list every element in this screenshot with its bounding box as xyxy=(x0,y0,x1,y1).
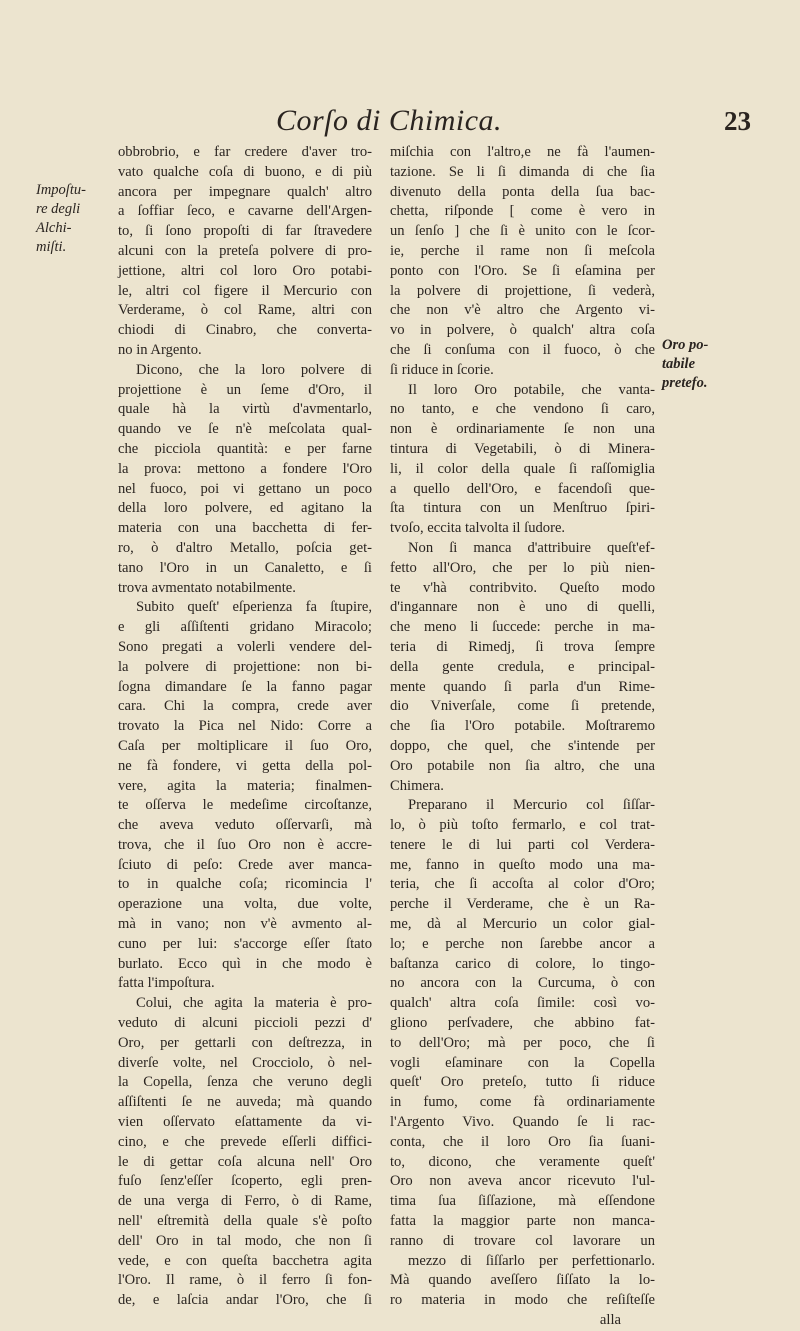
margin-note-line: Impoſtu- xyxy=(36,182,86,198)
text-line: conta, che il loro Oro ſia ſuani- xyxy=(390,1133,655,1150)
text-line: ſi riduce in ſcorie. xyxy=(390,361,494,378)
text-line: vien oſſervato eſattamente da vi- xyxy=(118,1114,372,1131)
text-line: fuſo ſenz'eſſer ſcoperto, egli pren- xyxy=(118,1173,372,1190)
text-line: chiodi di Cinabro, che converta- xyxy=(118,322,372,339)
margin-note-left xyxy=(36,181,116,257)
catchword-line xyxy=(390,1311,655,1331)
text-line: de una verga di Ferro, ò di Rame, xyxy=(118,1193,372,1210)
text-line: Dicono, che la loro polvere di xyxy=(136,361,372,378)
text-line: to dell'Oro; mà per poco, che ſi xyxy=(390,1034,655,1051)
text-line: vato qualche coſa di buono, e di più xyxy=(118,163,372,180)
text-line: tintura di Vegetabili, ò di Minera- xyxy=(390,440,655,457)
text-line: che meno li ſuccede: perche in ma- xyxy=(390,619,655,636)
text-line: ſta tintura con un Menſtruo ſpiri- xyxy=(390,500,655,517)
text-line: e gli aſſiſtenti gridano Miracolo; xyxy=(118,619,372,636)
text-line: divenuto della ponta della ſua bac- xyxy=(390,183,655,200)
text-line: de, e laſcia andar l'Oro, che ſi xyxy=(118,1292,372,1309)
text-line: alcuni con la preteſa polvere di pro- xyxy=(118,242,372,259)
text-line: vere, agita la materia; finalmen- xyxy=(118,777,372,794)
text-line: projettione è un ſeme d'Oro, il xyxy=(118,381,372,398)
text-line: to in qualche coſa; ricomincia l' xyxy=(118,876,372,893)
text-line: ponto con l'Oro. Se ſi eſamina per xyxy=(390,262,655,279)
text-line: jettione, altri col loro Oro potabi- xyxy=(118,262,372,279)
text-line: qualch' altra coſa ſimile: così vo- xyxy=(390,995,655,1012)
text-line: ranno di trovare col lavorare un xyxy=(390,1232,655,1249)
text-line: tano l'Oro in un Canaletto, e ſi xyxy=(118,559,372,576)
text-line: Mà quando aveſſero ſiſſato la lo- xyxy=(390,1272,655,1289)
text-line: doppo, che quel, che s'intende per xyxy=(390,737,655,754)
text-line: a quello dell'Oro, e facendoſi que- xyxy=(390,480,655,497)
text-line: cino, e che prevede eſſerli diffici- xyxy=(118,1133,372,1150)
text-line: che aveva veduto oſſervarſi, mà xyxy=(118,817,372,834)
text-line: to, dicono, che veramente queſt' xyxy=(390,1153,655,1170)
text-line: veduto di alcuni piccioli pezzi d' xyxy=(118,1015,372,1032)
text-line: ie, perche il rame non ſi meſcola xyxy=(390,242,655,259)
text-line: aſſiſtenti ſe ne auveda; mà quando xyxy=(118,1094,372,1111)
text-line: vo in polvere, ò qualch' altra coſa xyxy=(390,322,655,339)
text-line: fatta la maggior parte non manca- xyxy=(390,1213,655,1230)
text-line: miſchia con l'altro,e ne fà l'aumen- xyxy=(390,144,655,160)
text-line: tima ſua ſiſſazione, mà eſſendone xyxy=(390,1193,655,1210)
text-line: diverſe volte, nel Crocciolo, ò nel- xyxy=(118,1054,372,1071)
text-line: nel fuoco, poi vi gettano un poco xyxy=(118,480,372,497)
margin-note-line: pretefo. xyxy=(662,375,708,391)
text-line: a ſoffiar ſeco, e cavarne dell'Argen- xyxy=(118,203,372,220)
text-line: tenere le di lui parti col Verdera- xyxy=(390,836,655,853)
text-line: quale hà la virtù d'avmentarlo, xyxy=(118,401,372,418)
page-number: 23 xyxy=(724,106,751,136)
text-line: me, fanno in queſto modo una ma- xyxy=(390,856,655,873)
text-line: tazione. Se li ſi dimanda di che ſia xyxy=(390,163,655,180)
text-line: baſtanza carico di colore, lo tingo- xyxy=(390,955,655,972)
text-line: ro, ò d'altro Metallo, poſcia get- xyxy=(118,539,372,556)
text-line: cuno per lui: s'accorge eſſer ſtato xyxy=(118,935,372,952)
left-text-column xyxy=(118,143,372,1311)
text-line: della gente credula, e principal- xyxy=(390,658,655,675)
text-line: mezzo di ſiſſarlo per perfettionarlo. xyxy=(408,1252,655,1269)
text-line: ſogna dimandare ſe la fanno pagar xyxy=(118,678,372,695)
text-line: le, altri col figere il Mercurio con xyxy=(118,282,372,299)
text-line: la polvere di projettione, ſi vederà, xyxy=(390,282,655,299)
text-line: Preparano il Mercurio col ſiſſar- xyxy=(408,797,655,814)
text-line: quando ve ſe n'è meſcolata qual- xyxy=(118,421,372,438)
text-line: Chimera. xyxy=(390,777,444,794)
text-line: della loro polvere, ed agitano la xyxy=(118,500,372,517)
text-line: vogli eſaminare con la Copella xyxy=(390,1054,655,1071)
text-line: le di gettar coſa alcuna nell' Oro xyxy=(118,1153,372,1170)
text-line: trova, che il ſuo Oro non è accre- xyxy=(118,836,372,853)
right-text-column xyxy=(390,143,655,1331)
text-line: l'Argento Vivo. Quando ſe li rac- xyxy=(390,1114,655,1131)
text-line: teria di Rimedj, ſi trova ſempre xyxy=(390,638,655,655)
text-line: Colui, che agita la materia è pro- xyxy=(136,995,372,1012)
text-line: Sono pregati a volerli vendere del- xyxy=(118,638,372,655)
text-line: vede, e con queſta bacchetra agita xyxy=(118,1252,372,1269)
text-line: li, il color della quale ſi raſſomiglia xyxy=(390,460,655,477)
text-line: chetta, riſponde [ come è vero in xyxy=(390,203,655,220)
text-line: no ancora con la Curcuma, ò con xyxy=(390,975,655,992)
text-line: te oſſerva le medeſime circoſtanze, xyxy=(118,797,372,814)
text-line: Oro potabile non ſia altro, che una xyxy=(390,757,655,774)
text-line: cara. Chi la compra, crede aver xyxy=(118,698,372,715)
text-line: la polvere di projettione: non bi- xyxy=(118,658,372,675)
margin-note-line: Alchi- xyxy=(36,220,72,236)
text-line: tvoſo, eccita talvolta il ſudore. xyxy=(390,520,566,537)
text-line: obbrobrio, e far credere d'aver tro- xyxy=(118,144,372,160)
text-line: te v'hà contribvito. Queſto modo xyxy=(390,579,655,596)
text-line: ſciuto di peſo: Crede aver manca- xyxy=(118,856,372,873)
text-line: in fumo, come fà ordinariamente xyxy=(390,1094,655,1111)
running-title: Corſo di Chimica. xyxy=(276,104,503,137)
catchword: alla xyxy=(599,1312,621,1329)
text-line: che picciola quantità: e per farne xyxy=(118,440,372,457)
text-line: perche il Verderame, che è un Ra- xyxy=(390,896,655,913)
text-line: Oro non aveva ancor ricevuto l'ul- xyxy=(390,1173,655,1190)
text-line: ne fà fondere, vi getta della pol- xyxy=(118,757,372,774)
text-line: nell' eſtremità della quale s'è poſto xyxy=(118,1213,372,1230)
text-line: d'ingannare non è uno di quelli, xyxy=(390,599,655,616)
margin-note-line: Oro po- xyxy=(662,337,709,353)
text-line: to, ſi ſono propoſti di far ſtravedere xyxy=(118,223,372,240)
text-line: gliono perſvadere, che abbino fat- xyxy=(390,1015,655,1032)
text-line: Non ſi manca d'attribuire queſt'ef- xyxy=(408,539,655,556)
margin-note-right xyxy=(662,336,742,393)
text-line: burlato. Ecco quì in che modo è xyxy=(118,955,372,972)
text-line: Caſa per moltiplicare il ſuo Oro, xyxy=(118,737,372,754)
text-line: mà in vano; non v'è avmento al- xyxy=(118,916,372,933)
text-line: ro materia in modo che reſiſteſſe xyxy=(390,1292,655,1309)
text-line: teria, che ſi accoſta al color d'Oro; xyxy=(390,876,655,893)
text-line: che ſia l'Oro potabile. Moſtraremo xyxy=(390,718,655,735)
margin-note-line: miſti. xyxy=(36,239,67,255)
text-line: dell' Oro in tal modo, che non ſi xyxy=(118,1232,372,1249)
text-line: lo; e perche non ſarebbe ancor a xyxy=(390,935,655,952)
text-line: Verderame, ò col Rame, altri con xyxy=(118,302,372,319)
text-line: no tanto, e che vendono ſi caro, xyxy=(390,401,655,418)
text-line: non è ordinariamente ſe non una xyxy=(390,421,655,438)
text-line: fatta l'impoſtura. xyxy=(118,975,215,992)
text-line: me, dà al Mercurio un color gial- xyxy=(390,916,655,933)
text-line: un ſenſo ] che ſi è unito con le ſcor- xyxy=(390,223,655,240)
text-line: queſt' Oro preteſo, tutto ſi riduce xyxy=(390,1074,655,1091)
text-line: materia con una bacchetta di fer- xyxy=(118,520,372,537)
text-line: l'Oro. Il rame, ò il ferro ſi fon- xyxy=(118,1272,372,1289)
text-line: Il loro Oro potabile, che vanta- xyxy=(408,381,655,398)
text-line: lo, ò più toſto fermarlo, e col trat- xyxy=(390,817,655,834)
text-line: Subito queſt' eſperienza fa ſtupire, xyxy=(136,599,372,616)
text-line: trovato la Pica nel Nido: Corre a xyxy=(118,718,372,735)
text-line: la prova: mettono a fondere l'Oro xyxy=(118,460,372,477)
text-line: ancora per impegnare qualch' altro xyxy=(118,183,372,200)
text-line: fetto all'Oro, che per lo più nien- xyxy=(390,559,655,576)
text-line: Oro, per gettarli con deſtrezza, in xyxy=(118,1034,372,1051)
text-line: trova avmentato notabilmente. xyxy=(118,579,296,596)
text-line: no in Argento. xyxy=(118,341,202,358)
text-line: la Copella, ſenza che veruno degli xyxy=(118,1074,372,1091)
text-line: dio Vniverſale, come ſi pretende, xyxy=(390,698,655,715)
margin-note-line: re degli xyxy=(36,201,81,217)
text-line: che ſi conſuma con il fuoco, ò che xyxy=(390,341,655,358)
running-header xyxy=(0,104,800,144)
text-line: mente quando ſi parla d'un Rime- xyxy=(390,678,655,695)
text-line: che non v'è altro che Argento vi- xyxy=(390,302,655,319)
margin-note-line: tabile xyxy=(662,356,696,372)
text-line: operazione una volta, due volte, xyxy=(118,896,372,913)
